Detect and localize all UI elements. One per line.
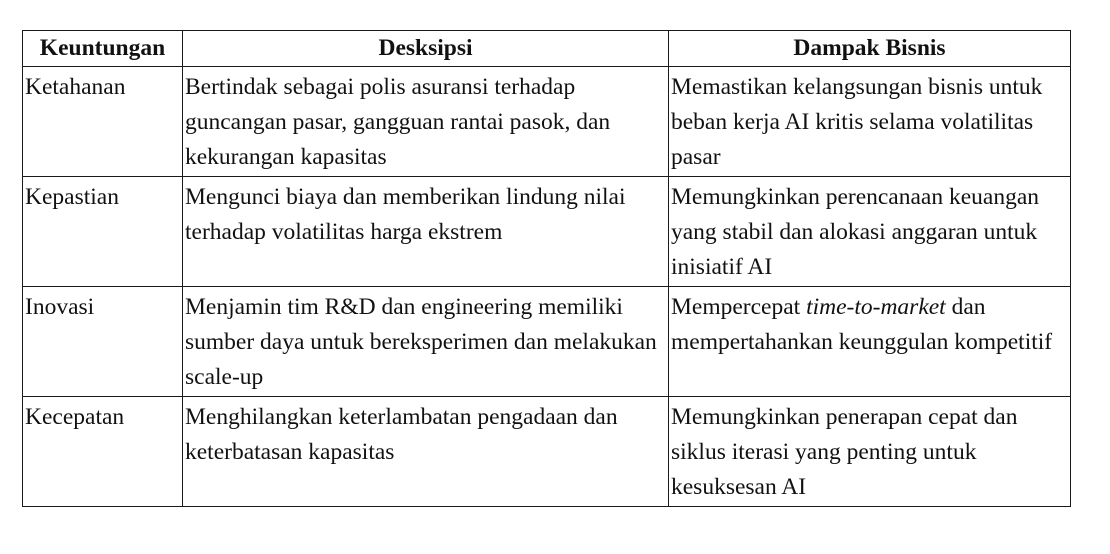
benefit-cell: Ketahanan bbox=[23, 67, 183, 177]
table-row bbox=[23, 177, 1071, 287]
header-benefit: Keuntungan bbox=[23, 31, 183, 67]
impact-text-suffix: dan mempertahankan keunggulan kompetitif bbox=[671, 294, 1053, 355]
benefit-cell: Inovasi bbox=[23, 287, 183, 397]
description-cell: Menjamin tim R&D dan engineering memiliki sumber daya untuk bereksperimen dan melakukan scale-up bbox=[183, 287, 669, 397]
description-cell: Mengunci biaya dan memberikan lindung nilai terhadap volatilitas harga ekstrem bbox=[183, 177, 669, 287]
impact-text-prefix: Mempercepat bbox=[671, 294, 807, 320]
benefit-cell: Kepastian bbox=[23, 177, 183, 287]
description-cell: Menghilangkan keterlambatan pengadaan dan keterbatasan kapasitas bbox=[183, 397, 669, 507]
table-header-row bbox=[23, 31, 1071, 67]
table-row bbox=[23, 287, 1071, 397]
table-row bbox=[23, 67, 1071, 177]
table-row bbox=[23, 397, 1071, 507]
impact-cell: Memastikan kelangsungan bisnis untuk beban kerja AI kritis selama volatilitas pasar bbox=[669, 67, 1071, 177]
impact-cell: Memungkinkan perencanaan keuangan yang stabil dan alokasi anggaran untuk inisiatif AI bbox=[669, 177, 1071, 287]
impact-text-emphasis: time-to-market bbox=[806, 294, 946, 320]
description-cell: Bertindak sebagai polis asuransi terhadap guncangan pasar, gangguan rantai pasok, dan kekurangan kapasitas bbox=[183, 67, 669, 177]
impact-cell: Memungkinkan penerapan cepat dan siklus iterasi yang penting untuk kesuksesan AI bbox=[669, 397, 1071, 507]
benefit-cell: Kecepatan bbox=[23, 397, 183, 507]
impact-cell bbox=[669, 287, 1071, 397]
header-business-impact: Dampak Bisnis bbox=[669, 31, 1071, 67]
benefits-table bbox=[22, 30, 1071, 507]
header-description: Desksipsi bbox=[183, 31, 669, 67]
